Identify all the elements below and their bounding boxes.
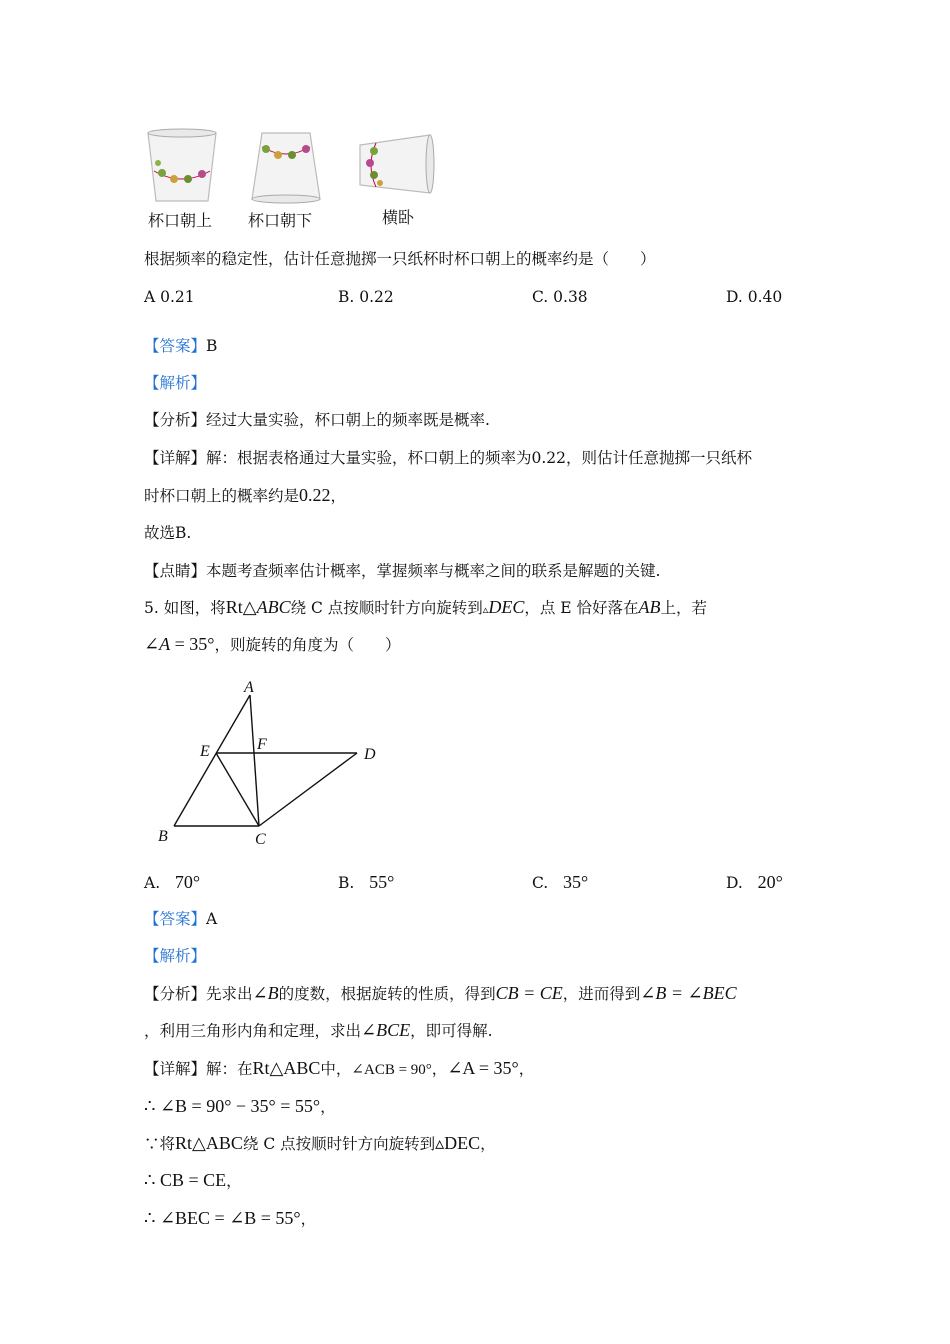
cup-lying (354, 131, 436, 197)
q5-d4b: ， (226, 1172, 242, 1190)
q5-fenxi-3: ，进而得到 (562, 985, 641, 1003)
q4-detail-text1: 解：根据表格通过大量实验，杯口朝上的频率为0.22，则估计任意抛掷一只纸杯 (206, 449, 753, 467)
cup-upright (144, 127, 220, 205)
q5-option-a-value: 70° (174, 872, 201, 892)
q5-option-d (726, 872, 783, 893)
q5-option-b-value: 55° (369, 872, 395, 892)
label-d: D (364, 746, 376, 763)
q4-detail-value: 0.22 (299, 485, 331, 505)
label-e: E (200, 743, 210, 760)
q5-d3a: ∵将 (144, 1135, 176, 1153)
q5-option-c (532, 872, 588, 893)
q4-fenxi-text: 经过大量实验，杯口朝上的频率既是概率. (206, 411, 490, 429)
q5-s2c: = 35° (170, 634, 215, 654)
q5-detail-line4 (144, 1170, 242, 1191)
q5-s1h: AB (638, 597, 661, 617)
q5-s1d: 绕 C 点按顺时针方向旋转到 (290, 599, 483, 617)
segment-ab (174, 695, 250, 826)
cup-inverted (248, 129, 324, 205)
q5-s1g: ，点 E 恰好落在 (524, 599, 639, 617)
q5-d2: ∴ ∠B = 90° − 35° = 55° (144, 1096, 321, 1116)
q5-option-d-value: 20° (757, 872, 783, 892)
q5-detail-tag: 【详解】 (144, 1060, 207, 1078)
q5-fenxi-4: ，利用三角形内角和定理，求出 (144, 1022, 362, 1040)
q5-fenxi-m2: CB = CE (495, 983, 563, 1003)
q5-option-a-letter: A. (144, 874, 161, 892)
q5-s1c: ABC (256, 597, 291, 617)
q4-comment-text: 本题考查频率估计概率，掌握频率与概率之间的联系是解题的关键. (206, 562, 661, 580)
q4-stem: 根据频率的稳定性，估计任意抛掷一只纸杯时杯口朝上的概率约是（ ） (144, 250, 656, 268)
q5-analysis-tag: 【解析】 (144, 947, 207, 965)
q5-fenxi-tag: 【分析】 (144, 985, 207, 1003)
q4-comment-tag: 【点睛】 (144, 562, 207, 580)
q5-fenxi-line2 (144, 1020, 493, 1041)
q5-d3e: ， (480, 1135, 496, 1153)
q5-answer-value: A (206, 910, 218, 928)
q5-d4: ∴ CB = CE (144, 1170, 227, 1190)
q4-fenxi-tag: 【分析】 (144, 411, 207, 429)
cup-label-lying: 横卧 (382, 208, 415, 227)
q5-detail-line5 (144, 1208, 316, 1229)
q5-option-d-letter: D. (726, 874, 743, 892)
q4-answer-value: B (206, 337, 218, 355)
q4-detail-text2c: ， (330, 487, 347, 505)
q4-detail-tag: 【详解】 (144, 449, 207, 467)
q5-d1f: ∠A = 35° (447, 1058, 519, 1078)
q5-option-b-letter: B. (338, 874, 355, 892)
q4-detail-line2 (144, 485, 346, 506)
cup-label-down: 杯口朝下 (248, 211, 313, 230)
q5-d1g: ， (518, 1060, 535, 1078)
q4-fenxi (144, 410, 490, 430)
q5-stem-line2 (144, 634, 400, 655)
label-a: A (244, 679, 254, 696)
q4-detail-line1 (144, 448, 752, 468)
q5-s1e: ▵ (482, 603, 489, 616)
q5-s2b: A (159, 634, 171, 654)
q4-answer-tag: 【答案】 (144, 337, 207, 355)
cups-figure (140, 125, 440, 235)
q5-option-b (338, 872, 394, 893)
segment-ec (216, 753, 259, 826)
segment-ac (250, 695, 259, 826)
q5-fenxi-2: 的度数，根据旋转的性质，得到 (278, 985, 496, 1003)
q5-d2b: ， (320, 1098, 336, 1116)
q5-d1c: 中， (320, 1060, 352, 1078)
label-c: C (255, 831, 266, 848)
q5-detail-line2 (144, 1096, 336, 1117)
q5-fenxi-m1: ∠B (252, 983, 279, 1003)
q5-answer (144, 909, 217, 929)
q5-s1f: DEC (488, 597, 525, 617)
q5-detail-line1 (144, 1058, 534, 1080)
q4-comment (144, 561, 660, 581)
q5-s2a: ∠ (144, 634, 160, 654)
q5-option-c-value: 35° (563, 872, 589, 892)
q4-option-c: C. 0.38 (532, 288, 588, 306)
cup-label-up: 杯口朝上 (148, 211, 213, 230)
q5-detail-line3 (144, 1133, 496, 1154)
q4-option-b: B. 0.22 (338, 288, 394, 306)
q5-fenxi-1: 先求出 (206, 985, 253, 1003)
q4-detail-line3: 故选B. (144, 524, 192, 542)
q5-d5: ∴ ∠BEC = ∠B = 55° (144, 1208, 301, 1228)
q4-analysis-tag: 【解析】 (144, 374, 207, 392)
q5-d3d: ▵DEC (435, 1133, 481, 1153)
q5-s1i: 上，若 (660, 599, 708, 617)
q4-option-a: A 0.21 (144, 288, 195, 306)
q5-d1b: Rt△ABC (252, 1058, 321, 1078)
q5-fenxi-line1 (144, 983, 737, 1004)
q5-d1d: ∠ACB = 90° (351, 1062, 432, 1078)
q4-answer (144, 336, 217, 356)
q4-option-d: D. 0.40 (726, 288, 783, 306)
q4-detail-text2a: 时杯口朝上的概率约是 (144, 487, 300, 505)
q5-answer-tag: 【答案】 (144, 910, 207, 928)
segment-dc (259, 753, 357, 826)
q5-fenxi-5: ，即可得解. (410, 1022, 493, 1040)
q5-option-a (144, 872, 200, 893)
q5-stem-line1 (144, 597, 707, 620)
q5-fenxi-m3: ∠B = ∠BEC (640, 983, 737, 1003)
q5-d3c: 绕 C 点按顺时针方向旋转到 (242, 1135, 436, 1153)
q5-d3b: Rt△ABC (175, 1133, 243, 1153)
q5-s2d: ，则旋转的角度为（ ） (214, 636, 401, 654)
label-f: F (257, 736, 267, 753)
q5-d1a: 解：在 (206, 1060, 253, 1078)
q5-d5b: ， (300, 1210, 317, 1228)
q5-geometry-figure (150, 675, 390, 850)
q5-s1b: Rt△ (225, 597, 257, 617)
q5-fenxi-m4: ∠BCE (361, 1020, 411, 1040)
label-b: B (158, 828, 168, 845)
q5-s1a: 5. 如图，将 (144, 599, 226, 617)
figure-lines (174, 695, 357, 826)
q5-d1e: ， (431, 1060, 448, 1078)
q5-option-c-letter: C. (532, 874, 549, 892)
